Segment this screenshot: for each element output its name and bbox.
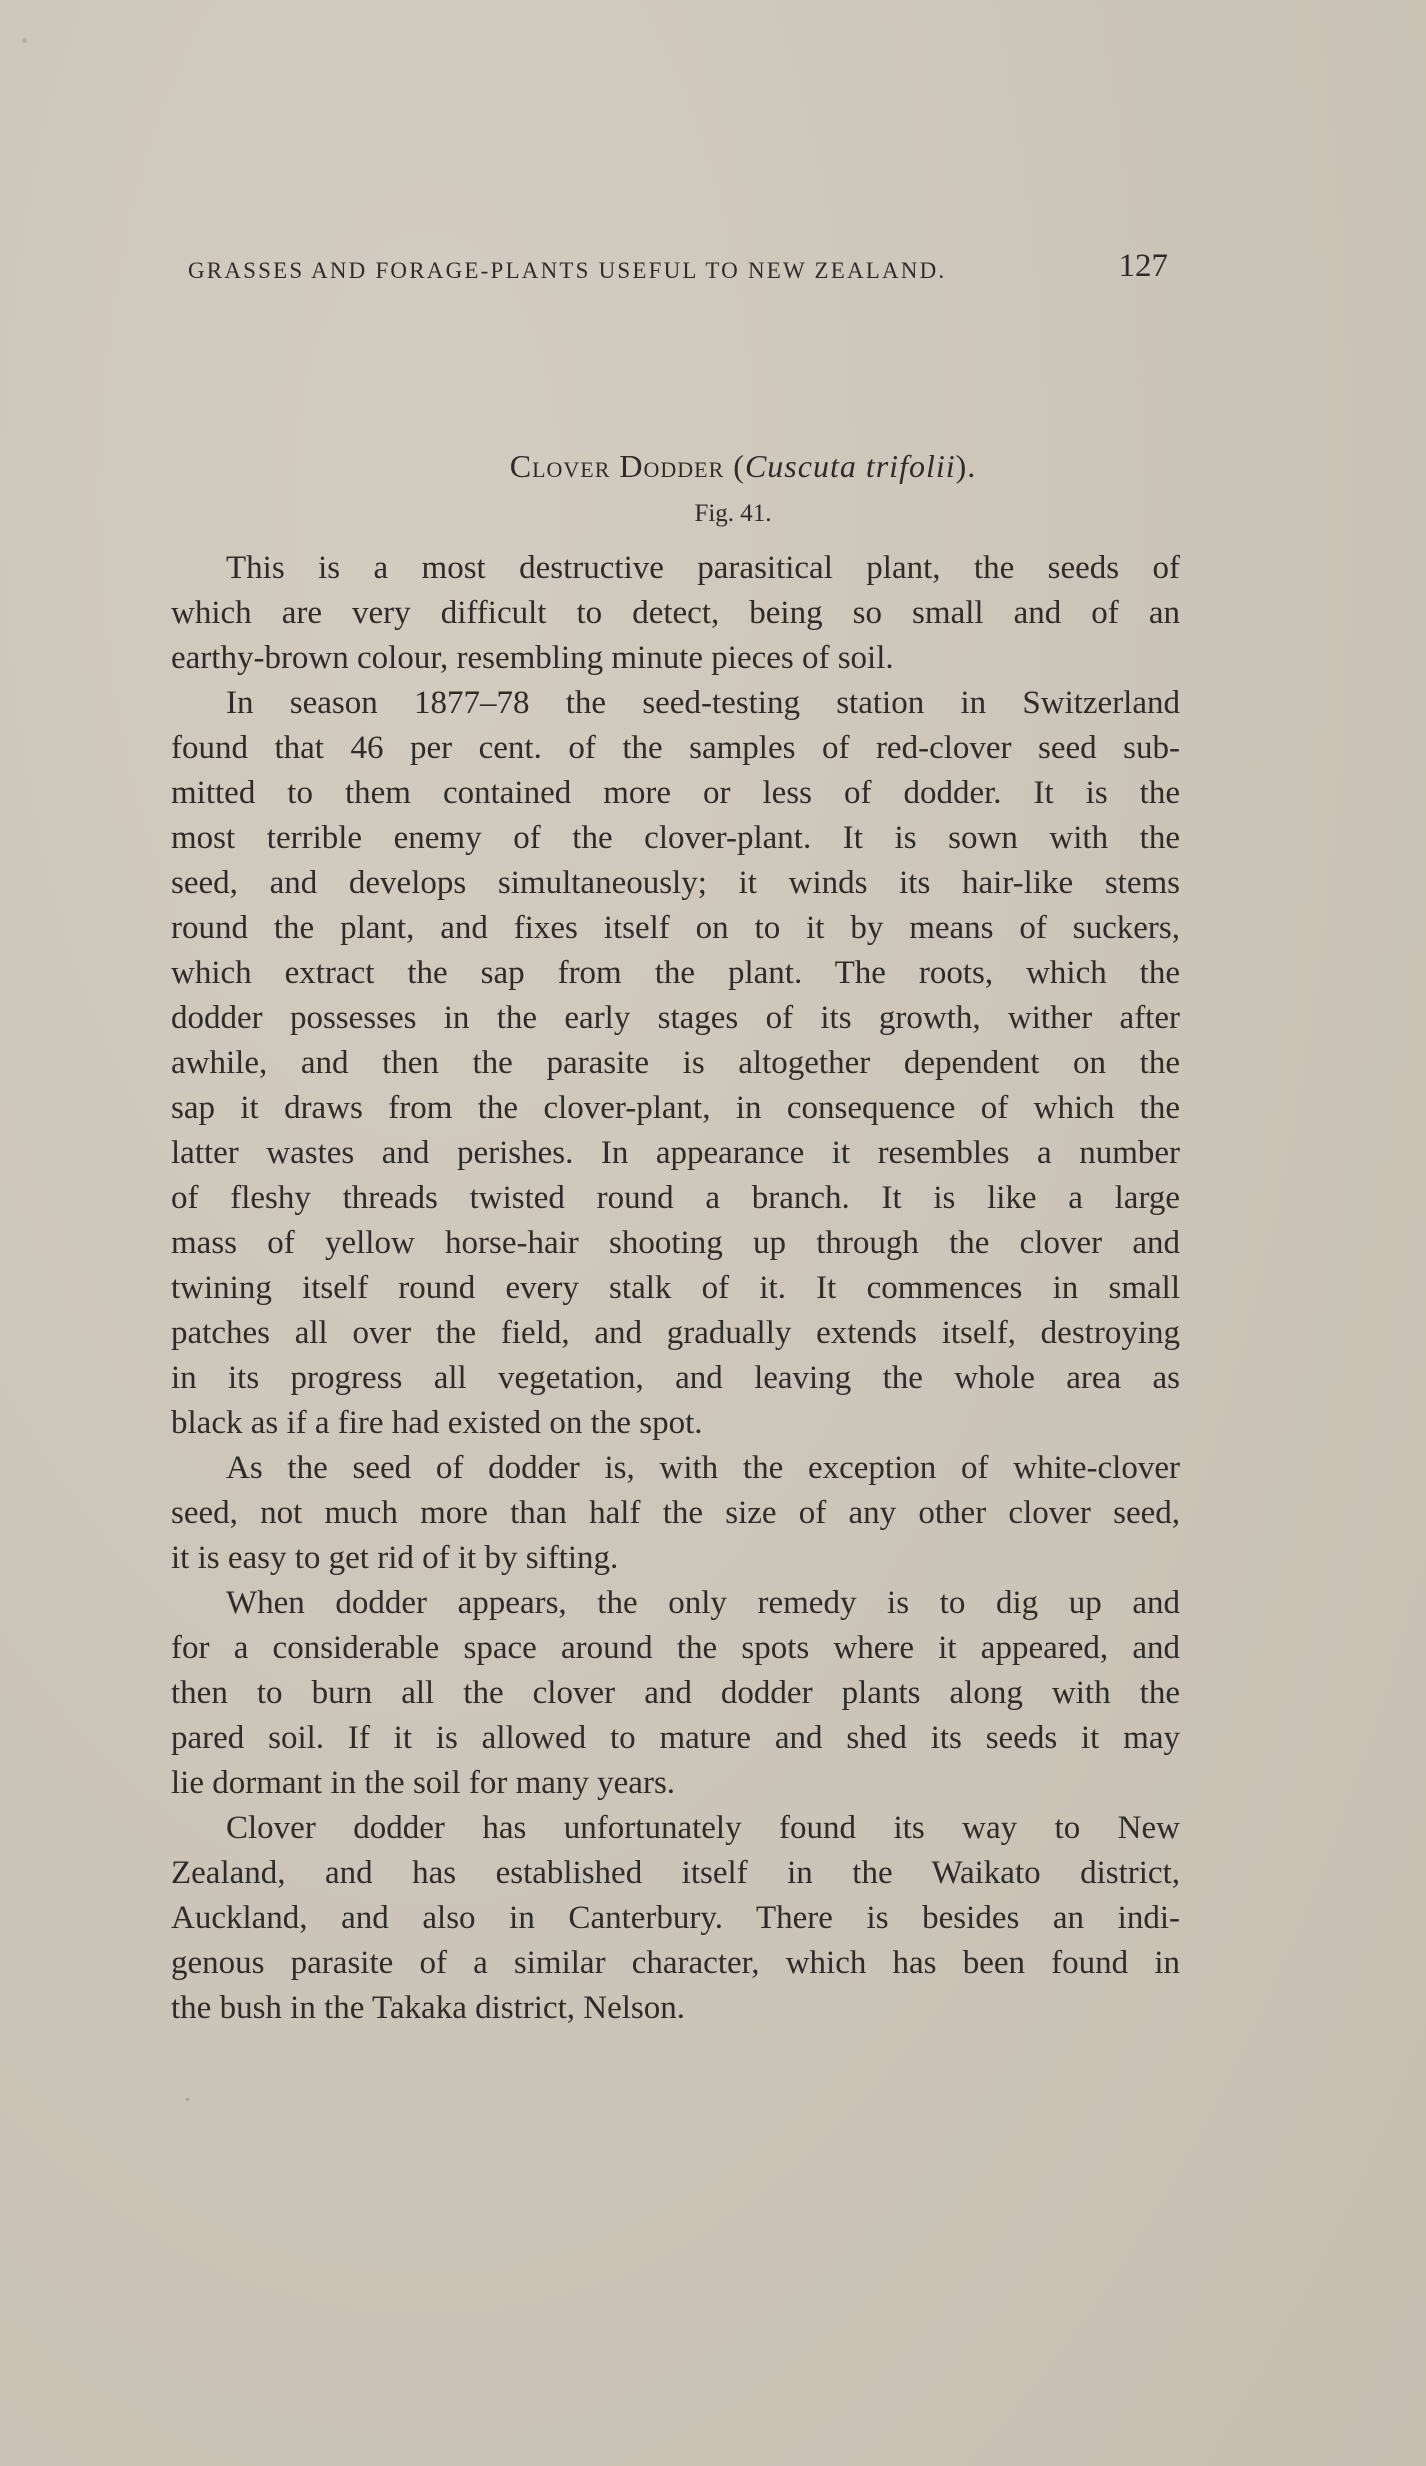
text-line: mitted to them contained more or less of dodder. It is the	[171, 775, 1180, 811]
section-heading	[0, 448, 1426, 485]
text-line: pared soil. If it is allowed to mature and shed its seeds it may	[171, 1720, 1180, 1756]
running-head	[188, 248, 1168, 298]
text-line: found that 46 per cent. of the samples of red-clover seed sub-	[171, 730, 1180, 766]
text-line: in its progress all vegetation, and leaving the whole area as	[171, 1360, 1180, 1396]
text-line: Clover dodder has unfortunately found its way to New	[226, 1810, 1180, 1846]
figure-label: Fig. 41.	[694, 500, 772, 527]
paragraph-2	[116, 681, 1180, 1446]
text-line: mass of yellow horse-hair shooting up through the clover and	[171, 1225, 1180, 1261]
paper-speck	[186, 2098, 189, 2101]
text-line: it is easy to get rid of it by sifting.	[171, 1540, 619, 1576]
running-title: GRASSES AND FORAGE-PLANTS USEFUL TO NEW ZEALAND.	[188, 258, 947, 283]
paragraph-3	[116, 1446, 1180, 1581]
text-line: round the plant, and fixes itself on to it by means of suckers,	[171, 910, 1180, 946]
text-line: When dodder appears, the only remedy is to dig up and	[226, 1585, 1180, 1621]
text-line: most terrible enemy of the clover-plant. It is sown with the	[171, 820, 1180, 856]
heading-open-paren: (	[733, 448, 745, 484]
text-line: patches all over the field, and gradually extends itself, destroying	[171, 1315, 1180, 1351]
text-line: awhile, and then the parasite is altogether dependent on the	[171, 1045, 1180, 1081]
text-line: latter wastes and perishes. In appearance it resembles a number	[171, 1135, 1180, 1171]
text-line: seed, and develops simultaneously; it winds its hair-like stems	[171, 865, 1180, 901]
text-line: This is a most destructive parasitical plant, the seeds of	[226, 550, 1180, 586]
text-line: dodder possesses in the early stages of its growth, wither after	[171, 1000, 1180, 1036]
text-line: In season 1877–78 the seed-testing station in Switzerland	[226, 685, 1180, 721]
text-line: lie dormant in the soil for many years.	[171, 1765, 676, 1801]
text-line: genous parasite of a similar character, which has been found in	[171, 1945, 1180, 1981]
page-number: 127	[1118, 248, 1168, 284]
paragraph-4	[116, 1581, 1180, 1806]
text-line: As the seed of dodder is, with the exception of white-clover	[226, 1450, 1180, 1486]
text-line: Auckland, and also in Canterbury. There is besides an indi-	[171, 1900, 1180, 1936]
text-line: twining itself round every stalk of it. It commences in small	[171, 1270, 1180, 1306]
text-line: which are very difficult to detect, being so small and of an	[171, 595, 1180, 631]
scientific-name: Cuscuta trifolii	[744, 448, 956, 484]
text-line: seed, not much more than half the size of any other clover seed,	[171, 1495, 1180, 1531]
text-line: then to burn all the clover and dodder plants along with the	[171, 1675, 1180, 1711]
text-line: sap it draws from the clover-plant, in consequence of which the	[171, 1090, 1180, 1126]
common-name: Clover Dodder	[509, 448, 725, 484]
paragraph-1	[116, 546, 1180, 681]
heading-close-paren: ).	[955, 448, 977, 484]
text-line: of fleshy threads twisted round a branch. It is like a large	[171, 1180, 1180, 1216]
text-line: earthy-brown colour, resembling minute pieces of soil.	[171, 640, 894, 676]
paper-speck	[22, 38, 27, 43]
text-line: black as if a fire had existed on the spot.	[171, 1405, 703, 1441]
text-line: which extract the sap from the plant. The roots, which the	[171, 955, 1180, 991]
text-line: for a considerable space around the spots where it appeared, and	[171, 1630, 1180, 1666]
body-text	[116, 546, 1180, 2031]
text-line: Zealand, and has established itself in the Waikato district,	[171, 1855, 1180, 1891]
paragraph-5	[116, 1806, 1180, 2031]
text-line: the bush in the Takaka district, Nelson.	[171, 1990, 685, 2026]
